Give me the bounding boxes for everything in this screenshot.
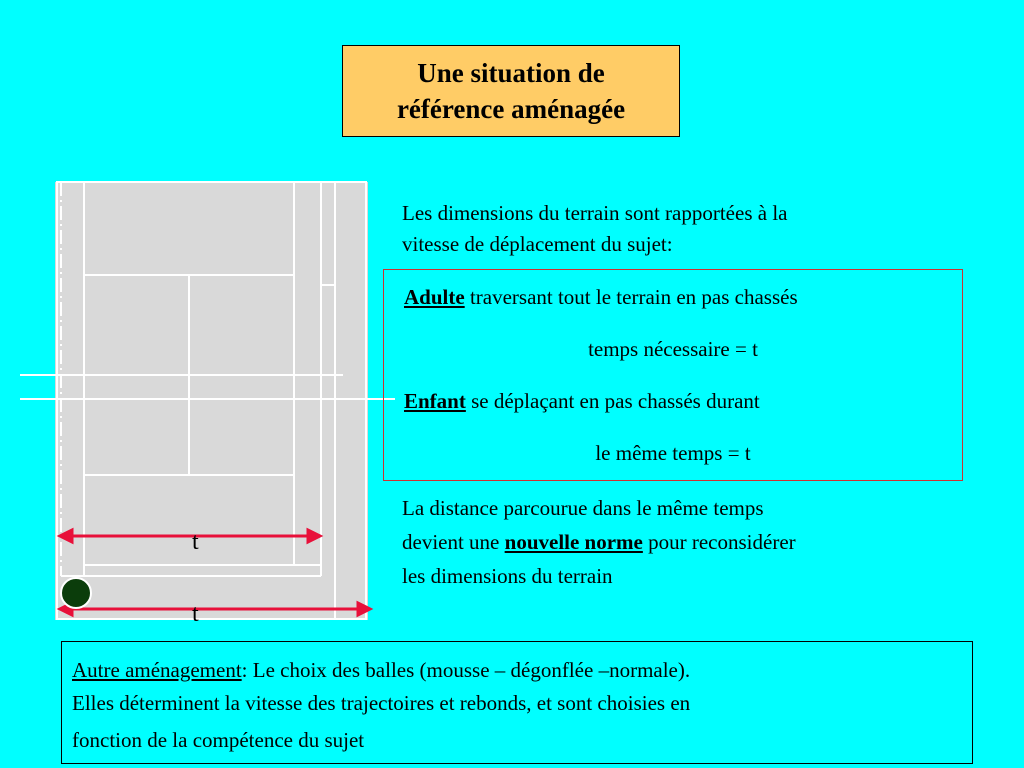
new-norm-keyword: nouvelle norme (504, 530, 643, 554)
intro-line-1: Les dimensions du terrain sont rapportées à la (402, 201, 788, 225)
conclusion-post: pour reconsidérer (648, 530, 796, 554)
other-label: Autre aménagement (72, 658, 242, 682)
child-time: le même temps = t (595, 441, 751, 465)
child-text: se déplaçant en pas chassés durant (471, 389, 760, 413)
conclusion-line-3: les dimensions du terrain (402, 564, 613, 588)
conclusion-line-1: La distance parcourue dans le même temps (402, 496, 764, 520)
ball-icon (61, 578, 91, 608)
child-line (404, 388, 952, 414)
conclusion-text (402, 491, 962, 593)
other-line-2: Elles déterminent la vitesse des trajectoires et rebonds, et sont choisies en (72, 691, 691, 715)
other-adjustment-box (61, 641, 973, 764)
title-line-1: Une situation de (417, 58, 605, 88)
time-marker-child: t (192, 529, 199, 555)
other-line-3: fonction de la compétence du sujet (72, 728, 365, 752)
intro-line-2: vitesse de déplacement du sujet: (402, 232, 673, 256)
other-line-1 (72, 652, 972, 688)
arrowhead-adult-right (358, 603, 370, 615)
conclusion-line-2 (402, 525, 962, 559)
conclusion-pre: devient une (402, 530, 500, 554)
child-label: Enfant (404, 389, 466, 413)
adult-time: temps nécessaire = t (588, 337, 758, 361)
intro-text (402, 198, 962, 260)
comparison-box (383, 269, 963, 481)
adult-text: traversant tout le terrain en pas chassés (469, 285, 798, 309)
time-marker-adult: t (192, 601, 199, 627)
adult-label: Adulte (404, 285, 465, 309)
other-line-1-rest: : Le choix des balles (mousse – dégonflée –normale). (241, 658, 691, 682)
title-box (342, 45, 680, 137)
title-line-2: référence aménagée (396, 94, 626, 124)
adult-line (404, 284, 952, 310)
tennis-court-diagram (0, 170, 400, 630)
